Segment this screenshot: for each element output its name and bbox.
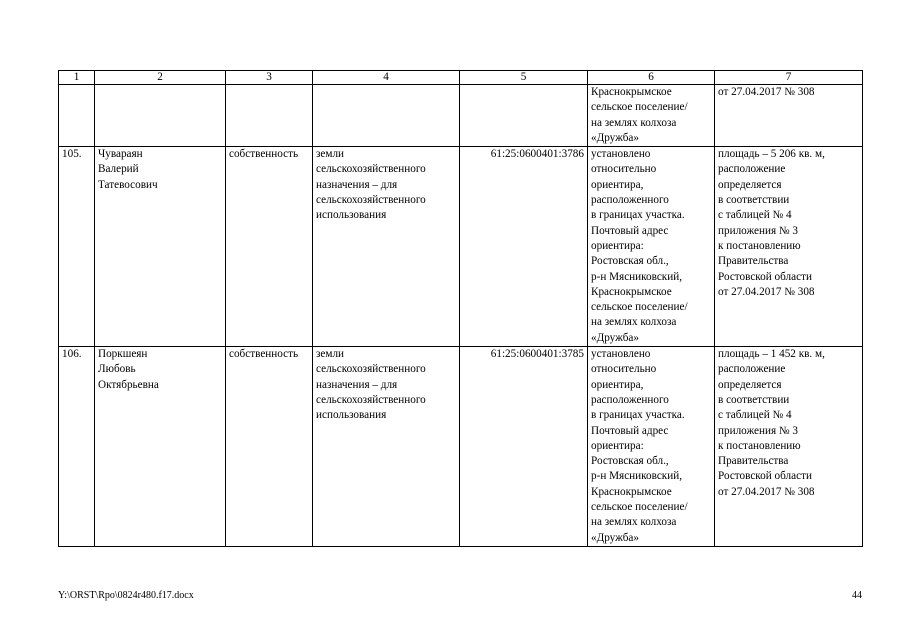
cadastral-number-cell: 61:25:0600401:3785 — [460, 347, 588, 547]
area-cell — [715, 85, 863, 147]
area-cell — [715, 347, 863, 547]
right-type-cell: собственность — [226, 347, 313, 547]
cell-line: использования — [316, 409, 387, 422]
column-header: 3 — [226, 71, 313, 85]
cell-line: Поркшеян — [98, 348, 148, 361]
cell-line: использования — [316, 209, 387, 222]
footer-file-path: Y:\ORST\Rpo\0824r480.f17.docx — [58, 590, 194, 601]
cell-line: на землях колхоза — [591, 116, 677, 129]
land-category-cell — [313, 347, 460, 547]
column-header: 2 — [95, 71, 226, 85]
cell-line: от 27.04.2017 № 308 — [718, 285, 815, 298]
area-cell — [715, 147, 863, 347]
cell-line: на землях колхоза — [591, 516, 677, 529]
cell-line: ориентира, — [591, 378, 644, 391]
cell-line: сельское поселение/ — [591, 501, 688, 514]
cell-line: ориентира: — [591, 439, 644, 452]
row-number: 105. — [59, 147, 95, 347]
cell-line: расположение — [718, 363, 786, 376]
cell-line: на землях колхоза — [591, 316, 677, 329]
cell-line: сельское поселение/ — [591, 301, 688, 314]
owner-name-cell — [95, 147, 226, 347]
table-header-row — [59, 71, 863, 85]
cell — [95, 85, 226, 147]
cell-line: Ростовская обл., — [591, 255, 669, 268]
cell-line: Ростовской области — [718, 270, 812, 283]
cell-line: площадь – 1 452 кв. м, — [718, 348, 825, 361]
cell-line: р-н Мясниковский, — [591, 270, 682, 283]
cell-line: ориентира, — [591, 178, 644, 191]
continuation-row — [59, 85, 863, 147]
cell-line: Краснокрымское — [591, 485, 672, 498]
cell-line: сельскохозяйственного — [316, 393, 426, 406]
cadastral-number-cell: 61:25:0600401:3786 — [460, 147, 588, 347]
cell-line: Ростовская обл., — [591, 455, 669, 468]
cell-line: от 27.04.2017 № 308 — [718, 485, 815, 498]
cell-line: Чуварaян — [98, 148, 143, 161]
cell-line: приложения № 3 — [718, 224, 798, 237]
land-category-cell — [313, 147, 460, 347]
cell-line: от 27.04.2017 № 308 — [718, 86, 815, 98]
column-header: 4 — [313, 71, 460, 85]
cell — [313, 85, 460, 147]
cell — [59, 85, 95, 147]
column-header: 1 — [59, 71, 95, 85]
cell-line: «Дружба» — [591, 131, 639, 144]
owner-name-cell — [95, 347, 226, 547]
cell-line: сельскохозяйственного — [316, 163, 426, 176]
cell-line: Ростовской области — [718, 470, 812, 483]
cell-line: «Дружба» — [591, 531, 639, 544]
cell-line: Краснокрымское — [591, 285, 672, 298]
cell-line: к постановлению — [718, 239, 801, 252]
cell-line: расположение — [718, 163, 786, 176]
cell-line: назначения – для — [316, 178, 398, 191]
cell-line: Октябрьевна — [98, 378, 159, 391]
row-number: 106. — [59, 347, 95, 547]
cell-line: площадь – 5 206 кв. м, — [718, 148, 825, 161]
cell-line: определяется — [718, 178, 782, 191]
cell-line: ориентира: — [591, 239, 644, 252]
cell-line: «Дружба» — [591, 331, 639, 344]
cell-line: сельское поселение/ — [591, 101, 688, 114]
cell-line: земли — [316, 148, 345, 161]
location-cell — [588, 347, 715, 547]
right-type-cell: собственность — [226, 147, 313, 347]
cell-line: определяется — [718, 378, 782, 391]
location-cell — [588, 85, 715, 147]
location-cell — [588, 147, 715, 347]
cell-line: в границах участка. — [591, 209, 685, 222]
cell-line: р-н Мясниковский, — [591, 470, 682, 483]
cell-line: Правительства — [718, 455, 789, 468]
cell-line: с таблицей № 4 — [718, 409, 792, 422]
cell — [226, 85, 313, 147]
cell-line: относительно — [591, 363, 657, 376]
cell-line: Любовь — [98, 363, 136, 376]
cell-line: сельскохозяйственного — [316, 363, 426, 376]
table-row — [59, 147, 863, 347]
cell-line: относительно — [591, 163, 657, 176]
column-header: 7 — [715, 71, 863, 85]
cell-line: назначения – для — [316, 378, 398, 391]
cell-line: установлено — [591, 148, 651, 161]
cell-line: приложения № 3 — [718, 424, 798, 437]
cell-line: в соответствии — [718, 393, 790, 406]
cell-line: установлено — [591, 348, 651, 361]
cell — [460, 85, 588, 147]
cell-line: сельскохозяйственного — [316, 194, 426, 207]
cell-line: Валерий — [98, 163, 139, 176]
cell-line: к постановлению — [718, 439, 801, 452]
cell-line: Краснокрымское — [591, 86, 672, 98]
column-header: 5 — [460, 71, 588, 85]
cell-line: Почтовый адрес — [591, 424, 669, 437]
column-header: 6 — [588, 71, 715, 85]
cell-line: Правительства — [718, 255, 789, 268]
cell-line: Почтовый адрес — [591, 224, 669, 237]
cell-line: с таблицей № 4 — [718, 209, 792, 222]
cell-line: в соответствии — [718, 194, 790, 207]
cell-line: земли — [316, 348, 345, 361]
cell-line: расположенного — [591, 194, 669, 207]
table-row — [59, 347, 863, 547]
land-plots-table — [58, 70, 863, 547]
cell-line: в границах участка. — [591, 409, 685, 422]
cell-line: Татевосович — [98, 178, 158, 191]
page-number: 44 — [852, 590, 862, 601]
cell-line: расположенного — [591, 393, 669, 406]
